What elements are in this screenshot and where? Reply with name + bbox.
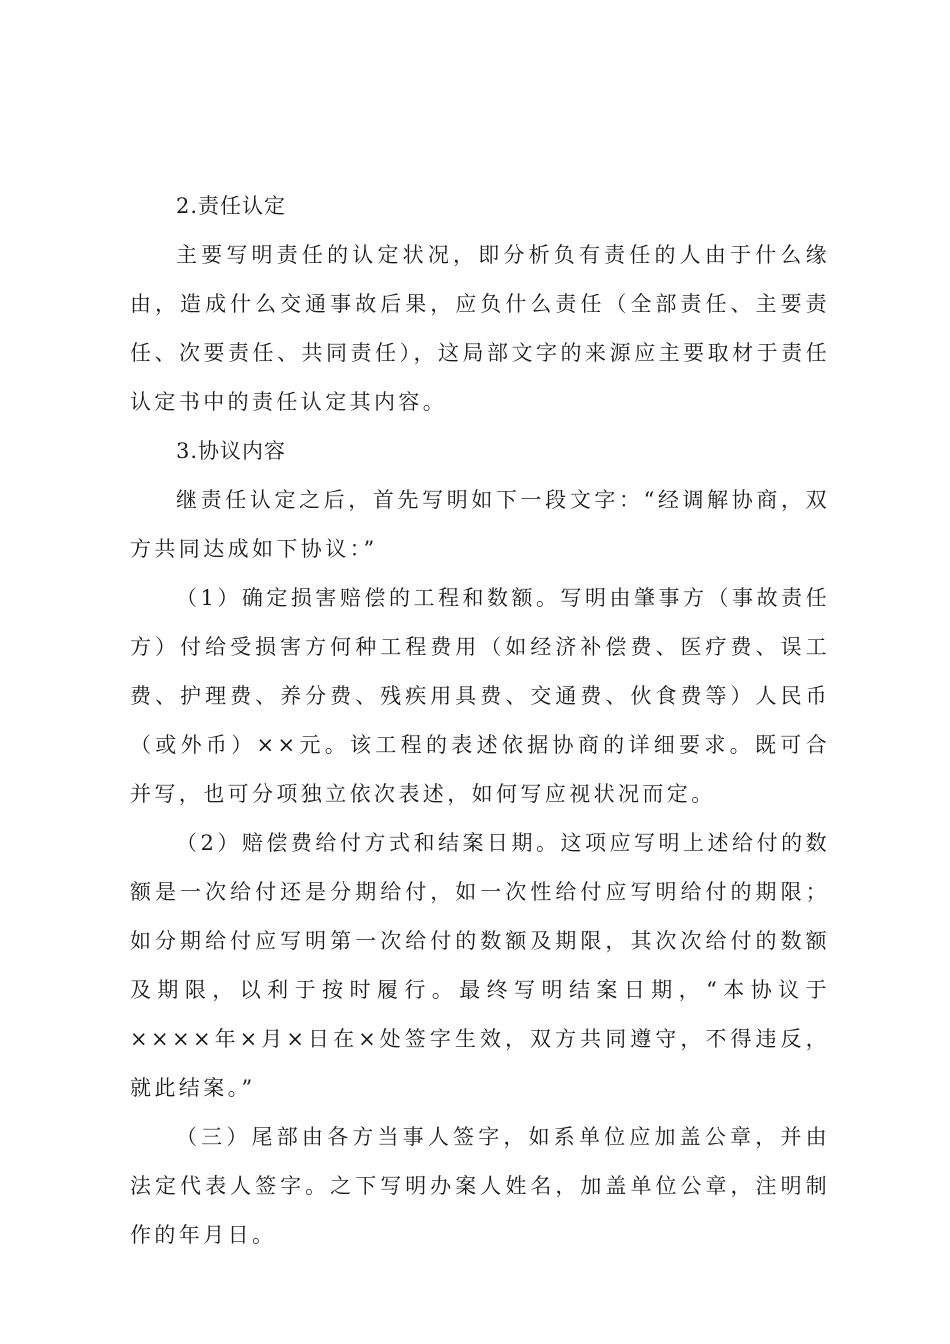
paragraph-compensation-items: （1）确定损害赔偿的工程和数额。写明由肇事方（事故责任方）付给受损害方何种工程费用（如经济补偿费、医疗费、误工费、护理费、养分费、残疾用具费、交通费、伙食费等）人民币（或外币）××元。该工程的表述依据协商的详细要求。既可合并写，也可分项独立依次表述，如何写应视状况而定。 (130, 586, 830, 806)
section-heading-responsibility: 2.责任认定 (176, 194, 287, 218)
paragraph-signature-section: （三）尾部由各方当事人签字，如系单位应加盖公章，并由法定代表人签字。之下写明办案人姓名，加盖单位公章，注明制作的年月日。 (130, 1125, 830, 1247)
paragraph-agreement-intro: 继责任认定之后，首先写明如下一段文字：“经调解协商，双方共同达成如下协议：” (130, 488, 830, 561)
section-heading-agreement: 3.协议内容 (176, 439, 287, 463)
document-body (130, 182, 830, 1260)
paragraph-responsibility: 主要写明责任的认定状况，即分析负有责任的人由于什么缘由，造成什么交通事故后果，应负什么责任（全部责任、主要责任、次要责任、共同责任），这局部文字的来源应主要取材于责任认定书中的责任认定其内容。 (130, 243, 830, 414)
paragraph-payment-method: （2）赔偿费给付方式和结案日期。这项应写明上述给付的数额是一次给付还是分期给付，如一次性给付应写明给付的期限；如分期给付应写明第一次给付的数额及期限，其次次给付的数额及期限，以利于按时履行。最终写明结案日期，“本协议于××××年×月×日在×处签字生效，双方共同遵守，不得违反，就此结案。” (130, 831, 830, 1100)
